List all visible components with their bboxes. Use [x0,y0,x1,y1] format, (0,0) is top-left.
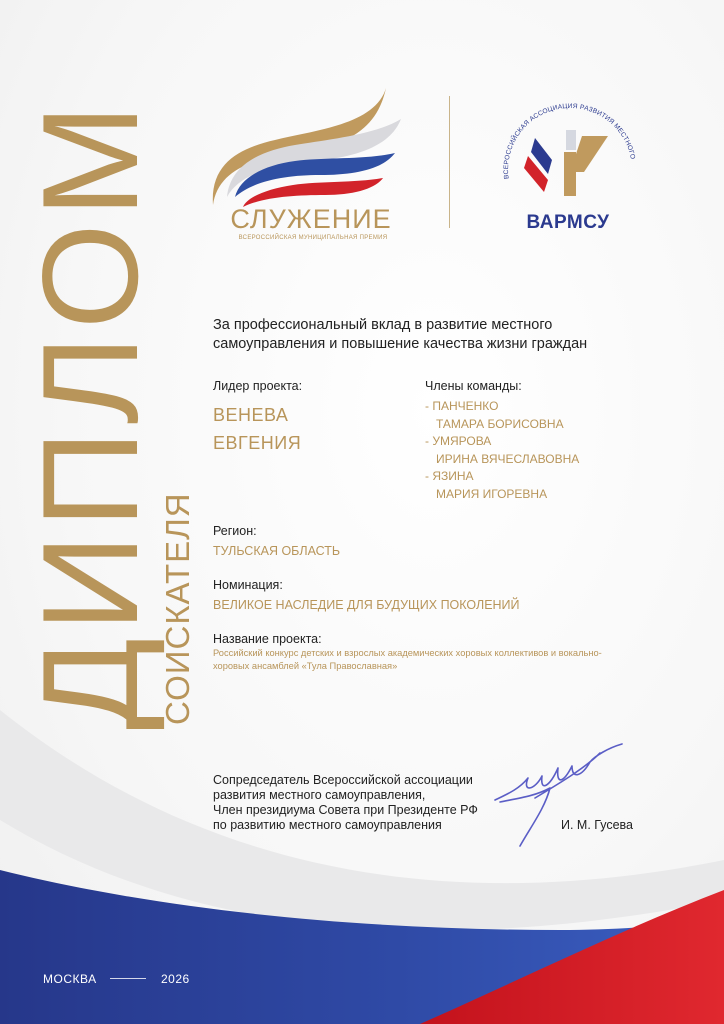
sluzhenie-logo-name: СЛУЖЕНИЕ [230,204,392,234]
team-label: Члены команды: [425,379,522,393]
team-list [425,398,579,503]
nomination-label: Номинация: [213,578,283,592]
varmsu-logo [490,90,650,250]
signer-name: И. М. Гусева [561,818,633,832]
project-line-2: хоровых ансамблей «Тула Православная» [213,661,398,671]
tricolor-waves [0,700,724,1024]
footer-city: МОСКВА [43,972,97,986]
project-value [213,647,663,673]
applicant-title: СОИСКАТЕЛЯ [159,492,196,725]
nomination-value: ВЕЛИКОЕ НАСЛЕДИЕ ДЛЯ БУДУЩИХ ПОКОЛЕНИЙ [213,598,520,612]
sluzhenie-logo [205,85,415,245]
award-line-2: самоуправления и повышение качества жизни граждан [213,336,588,352]
team-member-given: ИРИНА ВЯЧЕСЛАВОВНА [436,451,580,466]
team-member-given: ТАМАРА БОРИСОВНА [436,416,564,431]
region-label: Регион: [213,524,257,538]
project-line-1: Российский конкурс детских и взрослых академических хоровых коллективов и вокально- [213,648,602,658]
varmsu-circle-text: ВСЕРОССИЙСКАЯ АССОЦИАЦИЯ РАЗВИТИЯ МЕСТНОГО [502,102,637,180]
team-member-surname: - УМЯРОВА [425,434,492,448]
signer-line-4: по развитию местного самоуправления [213,818,442,832]
sluzhenie-logo-subtitle: ВСЕРОССИЙСКАЯ МУНИЦИПАЛЬНАЯ ПРЕМИЯ [238,235,388,241]
leader-name [213,401,301,457]
award-statement [213,316,633,354]
signer-line-2: развития местного самоуправления, [213,788,426,802]
leader-label: Лидер проекта: [213,379,303,393]
footer-year: 2026 [161,972,190,986]
footer-divider [110,978,146,979]
project-label: Название проекта: [213,632,322,646]
leader-name-line-1: ВЕНЕВА [213,405,289,425]
leader-name-line-2: ЕВГЕНИЯ [213,433,302,453]
region-value: ТУЛЬСКАЯ ОБЛАСТЬ [213,544,341,558]
logo-divider [449,96,450,228]
varmsu-logo-name: ВАРМСУ [526,212,610,233]
signer-line-1: Сопредседатель Всероссийской ассоциации [213,773,473,787]
diploma-title: ДИПЛОМ [14,98,166,730]
team-member-surname: - ЯЗИНА [425,469,474,483]
team-member-given: МАРИЯ ИГОРЕВНА [436,486,548,501]
signer-line-3: Член президиума Совета при Президенте РФ [213,803,478,817]
award-line-1: За профессиональный вклад в развитие местного [213,317,553,333]
team-member-surname: - ПАНЧЕНКО [425,399,499,413]
